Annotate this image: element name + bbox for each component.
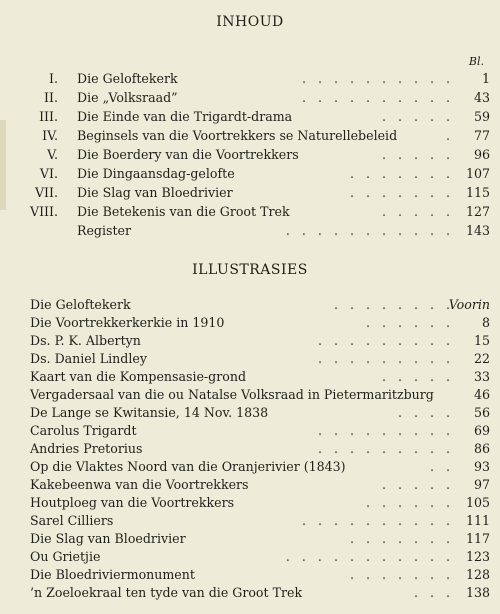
illustration-entry xyxy=(30,296,490,313)
leader-dots: . . . . . . . . . . xyxy=(301,513,450,528)
page-number: 111 xyxy=(465,513,490,528)
chapter-title: Die Slag van Bloedrivier xyxy=(77,185,233,200)
leader-dots: . . . . . . . . . . xyxy=(301,71,450,86)
illustration-title: Vergadersaal van die ou Natalse Volksraad in Pietermaritzburg xyxy=(30,387,434,402)
leader-dots: . . . . . . . xyxy=(349,166,450,181)
illustration-entry xyxy=(30,548,490,565)
leader-dots: . . . . . . . xyxy=(349,531,450,546)
chapter-title: Die Einde van die Trigardt-drama xyxy=(77,109,293,124)
illustration-title: Ds. P. K. Albertyn xyxy=(30,333,141,348)
chapter-title: Die Betekenis van die Groot Trek xyxy=(77,204,290,219)
leader-dots: . . . . . . . . . xyxy=(317,351,450,366)
illustration-title: Kakebeenwa van die Voortrekkers xyxy=(30,477,249,492)
page-number: 77 xyxy=(473,128,490,143)
illustration-entry xyxy=(30,530,490,547)
leader-dots: . . xyxy=(429,459,450,474)
page-number: 86 xyxy=(473,441,490,456)
page-number: 93 xyxy=(473,459,490,474)
leader-dots: . . . . . . . . . . . xyxy=(285,223,450,238)
illustration-entry xyxy=(30,404,490,421)
illustration-title: Houtploeg van die Voortrekkers xyxy=(30,495,235,510)
page-number: Voorin xyxy=(448,297,490,312)
chapter-number: III. xyxy=(39,109,58,124)
leader-dots: . . . . . xyxy=(381,109,450,124)
illustration-title: De Lange se Kwitansie, 14 Nov. 1838 xyxy=(30,405,269,420)
contents-entry xyxy=(0,127,490,144)
contents-entry xyxy=(0,165,490,182)
page-number: 115 xyxy=(465,185,490,200)
page-number: 43 xyxy=(473,90,490,105)
contents-heading: INHOUD xyxy=(216,14,284,30)
illustration-entry xyxy=(30,350,490,367)
illustration-entry xyxy=(30,476,490,493)
illustration-entry xyxy=(30,422,490,439)
page-number: 138 xyxy=(465,585,490,600)
contents-entry xyxy=(0,222,490,239)
illustration-entry xyxy=(30,332,490,349)
illustration-entry xyxy=(30,512,490,529)
chapter-title: Die Boerdery van die Voortrekkers xyxy=(77,147,299,162)
page-number: 127 xyxy=(465,204,490,219)
illustration-title: Andries Pretorius xyxy=(30,441,143,456)
page-number: 46 xyxy=(473,387,490,402)
leader-dots: . . . . . xyxy=(381,477,450,492)
page-number: 59 xyxy=(473,109,490,124)
illustration-entry xyxy=(30,458,490,475)
leader-dots: . . . xyxy=(413,585,450,600)
page-column-label: Bl. xyxy=(468,55,484,68)
chapter-number: VII. xyxy=(34,185,58,200)
illustration-entry xyxy=(30,584,490,601)
leader-dots: . . . . xyxy=(397,405,450,420)
leader-dots: . . . . . . xyxy=(365,495,450,510)
chapter-number: VI. xyxy=(39,166,58,181)
leader-dots: . . . . . . . . . xyxy=(317,441,450,456)
chapter-title: Die Dingaansdag-gelofte xyxy=(77,166,235,181)
page-number: 107 xyxy=(465,166,490,181)
page-number: 33 xyxy=(473,369,490,384)
illustration-entry xyxy=(30,314,490,331)
chapter-title: Register xyxy=(77,223,132,238)
illustration-entry xyxy=(30,386,490,403)
leader-dots: . . . . . xyxy=(381,147,450,162)
contents-entry xyxy=(0,70,490,87)
illustration-title: Sarel Cilliers xyxy=(30,513,114,528)
page-number: 117 xyxy=(465,531,490,546)
illustration-entry xyxy=(30,566,490,583)
chapter-number: V. xyxy=(47,147,58,162)
chapter-number: I. xyxy=(49,71,58,86)
illustration-title: Die Slag van Bloedrivier xyxy=(30,531,186,546)
leader-dots: . . . . . . . xyxy=(349,567,450,582)
illustration-title: Die Geloftekerk xyxy=(30,297,131,312)
contents-entry xyxy=(0,203,490,220)
page-number: 22 xyxy=(473,351,490,366)
chapter-number: II. xyxy=(44,90,58,105)
illustration-title: Die Voortrekkerkerkie in 1910 xyxy=(30,315,225,330)
leader-dots: . . . . . . . . . . xyxy=(301,90,450,105)
page-number: 8 xyxy=(481,315,490,330)
illustration-title: Ds. Daniel Lindley xyxy=(30,351,147,366)
page-number: 1 xyxy=(481,71,490,86)
page-number: 15 xyxy=(473,333,490,348)
chapter-title: Die Geloftekerk xyxy=(77,71,178,86)
illustration-entry xyxy=(30,494,490,511)
chapter-number: VIII. xyxy=(29,204,58,219)
chapter-title: Die „Volksraad” xyxy=(77,90,178,105)
page-number: 128 xyxy=(465,567,490,582)
illustration-title: Die Bloedriviermonument xyxy=(30,567,195,582)
leader-dots: . . . . . xyxy=(381,204,450,219)
leader-dots: . . . . . . . . . . . xyxy=(285,549,450,564)
illustration-title: Ou Grietjie xyxy=(30,549,101,564)
contents-entry xyxy=(0,184,490,201)
contents-entry xyxy=(0,89,490,106)
contents-entry xyxy=(0,146,490,163)
page-number: 143 xyxy=(465,223,490,238)
page-number: 105 xyxy=(465,495,490,510)
page-number: 123 xyxy=(465,549,490,564)
contents-entry xyxy=(0,108,490,125)
page-number: 97 xyxy=(473,477,490,492)
leader-dots: . . . . . . . . . xyxy=(317,423,450,438)
leader-dots: . . . . . xyxy=(381,369,450,384)
illustration-title: Kaart van die Kompensasie-grond xyxy=(30,369,247,384)
page-number: 56 xyxy=(473,405,490,420)
page-number: 69 xyxy=(473,423,490,438)
page-number: 96 xyxy=(473,147,490,162)
illustration-title: Op die Vlaktes Noord van die Oranjerivier (1843) xyxy=(30,459,346,474)
leader-dots: . . . . . . . . . xyxy=(317,333,450,348)
illustrations-heading: ILLUSTRASIES xyxy=(192,262,308,278)
illustration-entry xyxy=(30,368,490,385)
illustration-entry xyxy=(30,440,490,457)
illustration-title: ’n Zoeloekraal ten tyde van die Groot Trek xyxy=(30,585,303,600)
leader-dots: . . . . . . xyxy=(365,315,450,330)
leader-dots: . . . . . . . xyxy=(349,185,450,200)
chapter-number: IV. xyxy=(42,128,58,143)
chapter-title: Beginsels van die Voortrekkers se Naturellebeleid xyxy=(77,128,398,143)
leader-dots: . . . . . . . . xyxy=(333,297,450,312)
leader-dots: . xyxy=(445,128,450,143)
illustration-title: Carolus Trigardt xyxy=(30,423,137,438)
